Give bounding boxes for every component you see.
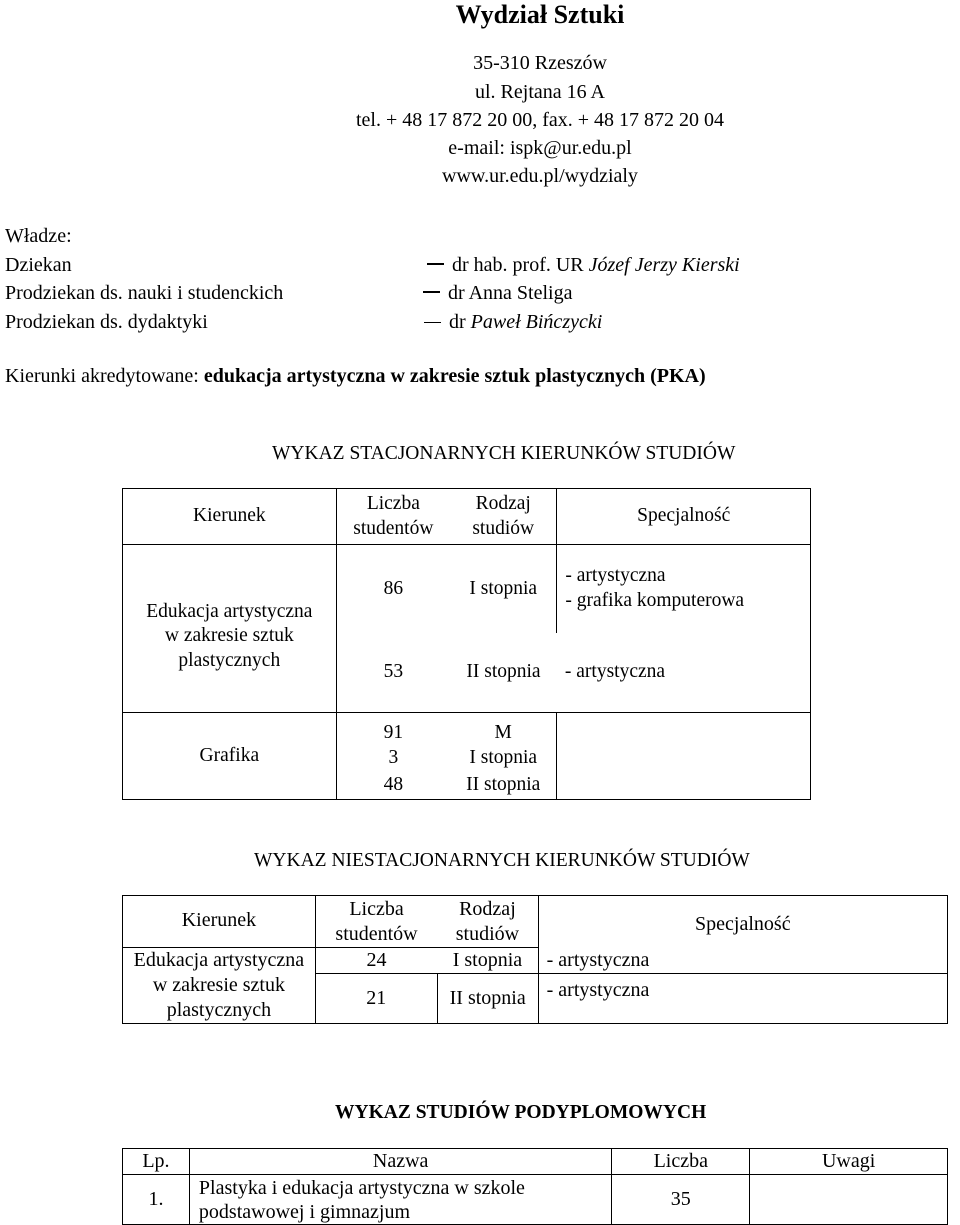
program-name: Grafika <box>123 713 337 800</box>
authority-name: Paweł Bińczycki <box>470 311 603 333</box>
study-type: I stopnia <box>450 545 557 633</box>
specialty: - artystyczna <box>557 633 811 713</box>
header-liczba: Liczba <box>612 1149 750 1175</box>
postgraduate-table <box>122 1148 948 1225</box>
specialty <box>557 713 811 746</box>
postgraduate-title: WYKAZ STUDIÓW PODYPLOMOWYCH <box>335 1102 707 1123</box>
accredited-line <box>5 366 706 386</box>
notes <box>750 1175 948 1225</box>
specialty: - artystyczna - grafika komputerowa <box>557 545 811 633</box>
authority-title: dr <box>448 282 465 304</box>
role-label: Prodziekan ds. nauki i studenckich <box>5 282 284 304</box>
email-line: e-mail: ispk@ur.edu.pl <box>448 137 632 159</box>
study-type: M <box>450 713 557 746</box>
study-type: I stopnia <box>450 745 557 771</box>
header-rodzaj: Rodzaj studiów <box>450 489 557 545</box>
nonstationary-table <box>122 895 948 1024</box>
authority-name: Józef Jerzy Kierski <box>588 254 740 276</box>
specialty <box>557 771 811 799</box>
student-count: 21 <box>315 974 437 1024</box>
authority-title: dr <box>449 311 466 333</box>
header-liczba: Liczba studentów <box>315 896 437 948</box>
authority-entry <box>423 283 572 303</box>
student-count: 48 <box>336 771 450 799</box>
table-row <box>123 545 811 633</box>
faculty-title: Wydział Sztuki <box>455 0 625 29</box>
header-specjalnosc: Specjalność <box>557 489 811 545</box>
study-type: I stopnia <box>437 948 538 974</box>
student-count: 86 <box>336 545 450 633</box>
authorities-heading: Władze: <box>5 225 72 247</box>
authority-name: Anna Steliga <box>468 282 573 304</box>
student-count: 91 <box>383 722 404 743</box>
role-label: Dziekan <box>5 254 72 276</box>
stationary-table <box>122 488 811 800</box>
header-nazwa: Nazwa <box>189 1149 611 1175</box>
participant-count: 35 <box>612 1175 750 1225</box>
student-count: 24 <box>315 948 437 974</box>
table-row <box>123 713 811 746</box>
header-liczba: Liczba studentów <box>336 489 450 545</box>
header-uwagi: Uwagi <box>750 1149 948 1175</box>
specialty: - artystyczna <box>538 974 947 1024</box>
phone-fax-line: tel. + 48 17 872 20 00, fax. + 48 17 872 20 04 <box>355 109 725 131</box>
header-specjalnosc: Specjalność <box>538 896 947 948</box>
header-kierunek: Kierunek <box>123 896 316 948</box>
dash-icon <box>427 263 444 265</box>
authority-title: dr hab. prof. UR <box>452 254 584 276</box>
stationary-title: WYKAZ STACJONARNYCH KIERUNKÓW STUDIÓW <box>272 443 736 464</box>
program-name: Edukacja artystyczna w zakresie sztuk plastycznych <box>123 545 337 713</box>
study-type: II stopnia <box>450 771 557 799</box>
authority-entry <box>424 312 602 332</box>
dash-icon <box>424 322 441 323</box>
specialty <box>557 745 811 771</box>
accredited-value: edukacja artystyczna w zakresie sztuk plastycznych (PKA) <box>203 365 706 387</box>
study-type: II stopnia <box>450 633 557 713</box>
role-label: Prodziekan ds. dydaktyki <box>5 311 208 333</box>
header-rodzaj: Rodzaj studiów <box>437 896 538 948</box>
nonstationary-title: WYKAZ NIESTACJONARNYCH KIERUNKÓW STUDIÓW <box>254 850 750 871</box>
program-name: Plastyka i edukacja artystyczna w szkole podstawowej i gimnazjum <box>189 1175 611 1225</box>
authority-entry <box>427 255 740 275</box>
specialty: - artystyczna <box>538 948 947 974</box>
table-row <box>123 948 948 974</box>
table-row <box>123 1175 948 1225</box>
dash-icon <box>423 291 440 293</box>
header-kierunek: Kierunek <box>123 489 337 545</box>
accredited-label: Kierunki akredytowane: <box>5 365 199 387</box>
address-line: 35-310 Rzeszów <box>473 52 607 74</box>
student-count: 3 <box>388 747 399 769</box>
header-lp: Lp. <box>123 1149 190 1175</box>
student-count: 53 <box>336 633 450 713</box>
program-name: Edukacja artystyczna w zakresie sztuk plastycznych <box>123 948 316 1024</box>
study-type: II stopnia <box>437 974 538 1024</box>
website-line: www.ur.edu.pl/wydzialy <box>442 165 638 187</box>
row-number: 1. <box>123 1175 190 1225</box>
address-line: ul. Rejtana 16 A <box>475 81 605 103</box>
